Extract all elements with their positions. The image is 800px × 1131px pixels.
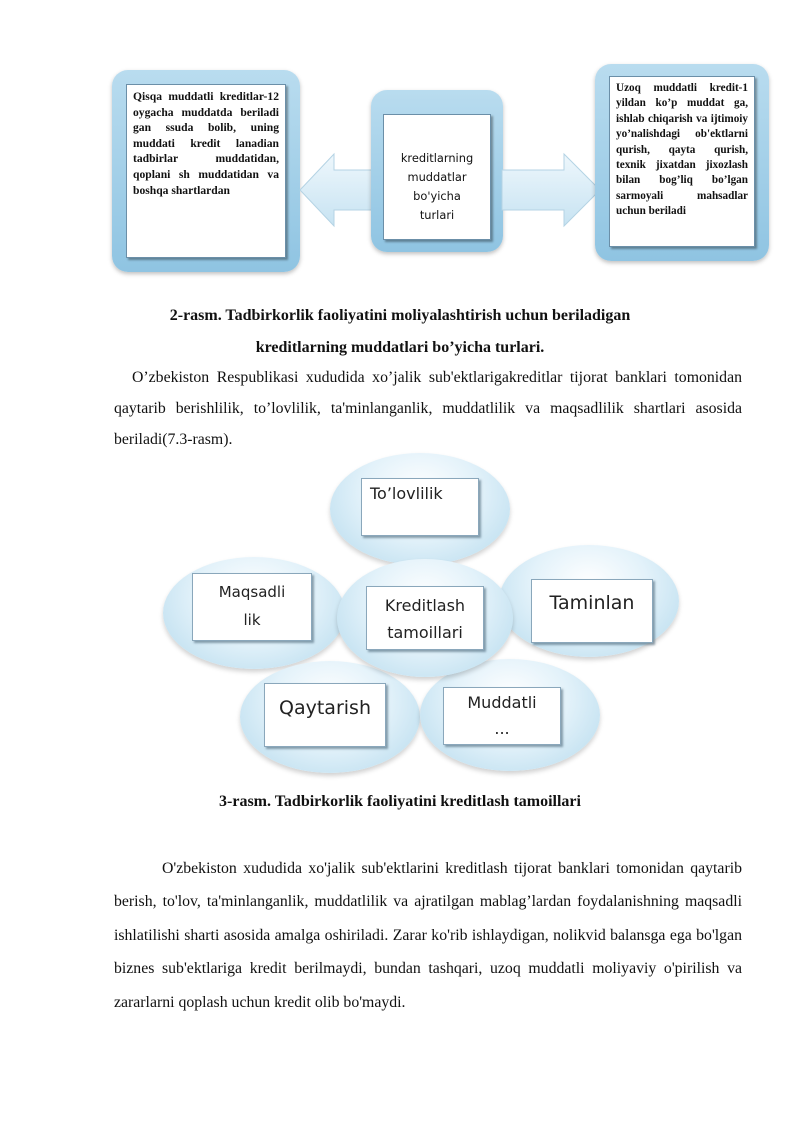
principle-repayment: Qaytarish bbox=[264, 683, 386, 747]
principle-purpose: Maqsadli lik bbox=[192, 573, 312, 641]
principle-term: Muddatli ... bbox=[443, 687, 561, 745]
credit-principles-center: Kreditlash tamoillari bbox=[366, 586, 484, 650]
long-term-credit-box bbox=[609, 76, 755, 247]
right-arrow-icon bbox=[500, 150, 604, 230]
short-term-credit-text: Qisqa muddatli kreditlar-12 oygacha muddatda beriladi gan ssuda bolib, uning muddati kredit lanadian tadbirlar muddatidan, qoplani sh muddatidan va boshqa shartlardan bbox=[133, 90, 279, 197]
figure-3-caption: 3-rasm. Tadbirkorlik faoliyatini kreditlash tamoillari bbox=[219, 793, 581, 810]
center-line-2: muddatlar bbox=[407, 170, 467, 184]
credit-term-types-box bbox=[383, 114, 491, 240]
long-term-credit-text: Uzoq muddatli kredit-1 yildan ko’p muddat ga, ishlab chiqarish va ijtimoiy yo’nalishdagi ob'ektlarni qurish, qayta qurish, texnik jixatdan jixozlash bilan bog’liq bo’lgan sarmoyali mahsadlar uchun beriladi bbox=[616, 82, 748, 218]
figure-2-caption-line-2: kreditlarning muddatlari bo’yicha turlari. bbox=[255, 339, 545, 356]
center-line-3: bo'yicha bbox=[413, 189, 461, 203]
short-term-credit-box bbox=[126, 84, 286, 258]
figure-2-caption-line-1: 2-rasm. Tadbirkorlik faoliyatini moliyalashtirish uchun beriladigan bbox=[169, 307, 631, 324]
center-line-1: kreditlarning bbox=[400, 151, 474, 165]
center-line-4: turlari bbox=[419, 208, 455, 222]
paragraph-1: O’zbekiston Respublikasi xududida xo’jalik sub'ektlarigakreditlar tijorat banklari tomonidan qaytarib berishlilik, to’lovlilik, ta'minlanganlik, muddatlilik va maqsadlilik shartlari asosida beriladi(7.3-rasm). bbox=[114, 369, 742, 448]
paragraph-2: O'zbekiston xududida xo'jalik sub'ektlarini kreditlash tijorat banklari tomonidan qaytarib berish, to'lov, ta'minlanganlik, muddatlilik va ajratilgan mablag’lardan foydalanishning maqsadli ishlatilishi sharti asosida amalga oshiriladi. Zarar ko'rib ishlaydigan, nolikvid balansga ega bo'lgan biznes sub'ektlariga kredit berilmaydi, bundan tashqari, uzoq muddatli moliyaviy o'pirilish va zararlarni qoplash uchun kredit olib bo'maydi. bbox=[114, 860, 742, 1011]
short-term-credit-panel bbox=[112, 70, 300, 272]
credit-term-types-panel bbox=[371, 90, 503, 252]
long-term-credit-panel bbox=[595, 64, 769, 261]
left-arrow-icon bbox=[298, 150, 376, 230]
principle-security: Taminlan bbox=[531, 579, 653, 643]
principle-payment: To’lovlilik bbox=[361, 478, 479, 536]
